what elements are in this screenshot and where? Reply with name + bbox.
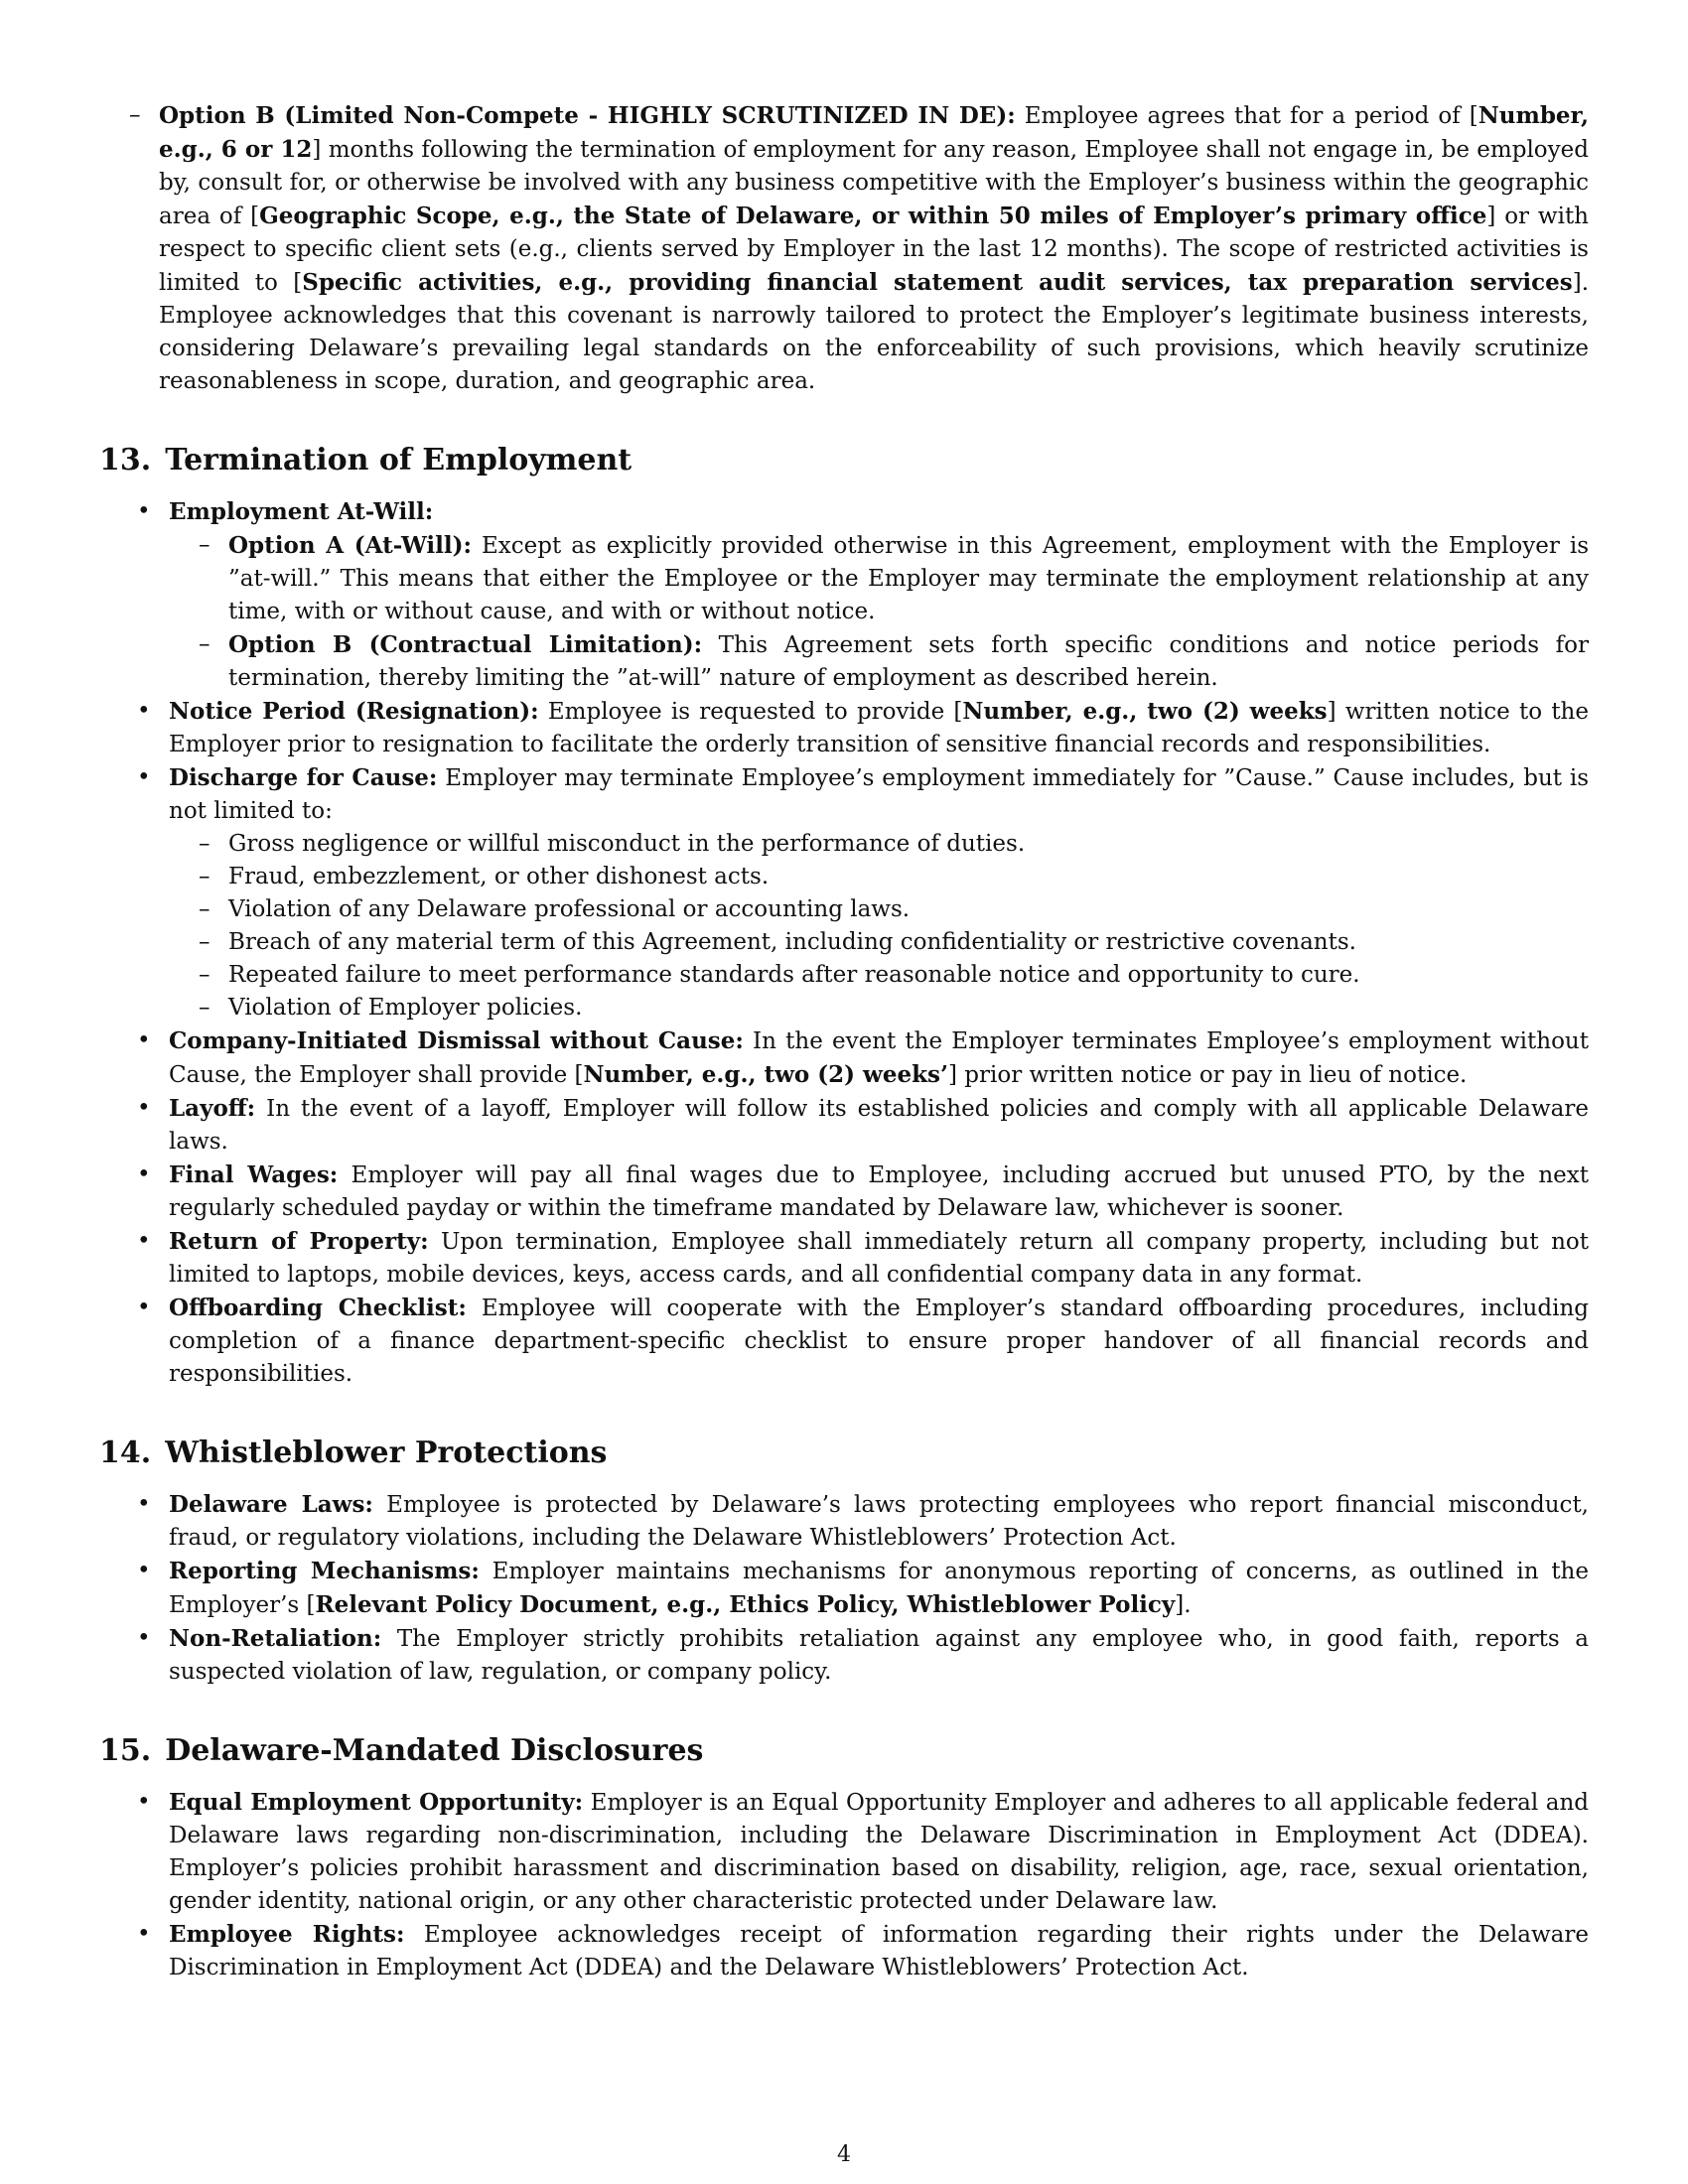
item-label: Notice Period (Resignation): — [169, 698, 539, 725]
list-item-at-will — [99, 495, 1589, 695]
cause-item: – Repeated failure to meet performance standards after reasonable notice and opportunity to cure. — [169, 959, 1589, 992]
cause-item: – Gross negligence or willful misconduct in the performance of duties. — [169, 828, 1589, 861]
item-label: Reporting Mechanisms: — [169, 1558, 480, 1584]
item-label: Discharge for Cause: — [169, 764, 438, 791]
noncompete-option-list — [99, 99, 1589, 398]
item-label: Equal Employment Opportunity: — [169, 1789, 584, 1816]
section-number: 15. — [99, 1733, 152, 1768]
placeholder-field: Geographic Scope, e.g., the State of Delaware, or within 50 miles of Employer’s primary office — [259, 203, 1487, 229]
cause-item: – Breach of any material term of this Agreement, including confidentiality or restrictive covenants. — [169, 926, 1589, 959]
whistleblower-list — [99, 1488, 1589, 1689]
section-title: Delaware-Mandated Disclosures — [165, 1733, 704, 1768]
page-number: 4 — [837, 2142, 851, 2167]
item-label: Offboarding Checklist: — [169, 1295, 467, 1321]
cause-list — [169, 828, 1589, 1024]
option-a: – Option A (At-Will): Except as explicitly provided otherwise in this Agreement, employment with the Employer is ”at-will.” This means that either the Employee or the Employer may terminate the employment relationship at any time, with or without cause, and with or without notice. — [169, 529, 1589, 628]
list-item-reporting-mechanisms: • Reporting Mechanisms: Employer maintains mechanisms for anonymous reporting of concerns, as outlined in the Employer’s [Relevant Policy Document, e.g., Ethics Policy, Whistleblower Policy]. — [99, 1555, 1589, 1622]
list-item-final-wages: • Final Wages: Employer will pay all final wages due to Employee, including accrued but unused PTO, by the next regularly scheduled payday or within the timeframe mandated by Delaware law, whichever is sooner. — [99, 1159, 1589, 1225]
section-heading-14 — [99, 1434, 1589, 1472]
section-number: 13. — [99, 443, 152, 478]
section-title: Termination of Employment — [165, 443, 633, 478]
termination-list — [99, 495, 1589, 1391]
list-item-layoff: • Layoff: In the event of a layoff, Employer will follow its established policies and comply with all applicable Delaware laws. — [99, 1092, 1589, 1159]
section-heading-13 — [99, 442, 1589, 479]
list-item-discharge-for-cause: • Discharge for Cause: Employer may terminate Employee’s employment immediately for ”Cause.” Cause includes, but is not limited to: – Gross negligence or willful misconduct in the performance of duties. – Fraud, embezzlement, or other dishonest acts. – Violation of any Delaware professional or accounting laws. – Breach of any material term of this Agreement, including confidentiality or restrictive covenants. – Repeated failure to meet performance standards after reasonable notice and opportunity to cure. – Violation of Employer policies. — [99, 761, 1589, 1024]
section-heading-15 — [99, 1732, 1589, 1770]
list-item-offboarding-checklist: • Offboarding Checklist: Employee will cooperate with the Employer’s standard offboarding procedures, including completion of a finance department-specific checklist to ensure proper handover of all financial records and responsibilities. — [99, 1292, 1589, 1391]
option-label: Option B (Limited Non-Compete - HIGHLY SCRUTINIZED IN DE): — [159, 102, 1016, 129]
list-item-notice-period: • Notice Period (Resignation): Employee is requested to provide [Number, e.g., two (2) weeks] written notice to the Employer prior to resignation to facilitate the orderly transition of sensitive financial records and responsibilities. — [99, 695, 1589, 761]
list-item-return-of-property: • Return of Property: Upon termination, Employee shall immediately return all company property, including but not limited to laptops, mobile devices, keys, access cards, and all confidential company data in any format. — [99, 1225, 1589, 1292]
item-label: Employee Rights: — [169, 1921, 405, 1948]
item-label: Non-Retaliation: — [169, 1625, 382, 1652]
item-label: Delaware Laws: — [169, 1491, 373, 1518]
disclosures-list — [99, 1786, 1589, 1984]
item-label: Return of Property: — [169, 1228, 429, 1255]
item-label: Layoff: — [169, 1095, 256, 1122]
at-will-options — [169, 529, 1589, 695]
item-label: Final Wages: — [169, 1161, 339, 1188]
list-item-equal-employment: • Equal Employment Opportunity: Employer is an Equal Opportunity Employer and adheres to all applicable federal and Delaware laws regarding non-discrimination, including the Delaware Discrimination in Employment Act (DDEA). Employer’s policies prohibit harassment and discrimination based on disability, religion, age, race, sexual orientation, gender identity, national origin, or any other characteristic protected under Delaware law. — [99, 1786, 1589, 1918]
page-content — [99, 99, 1589, 1984]
cause-item: – Fraud, embezzlement, or other dishonest acts. — [169, 861, 1589, 893]
placeholder-field: Number, e.g., 6 or 12 — [159, 102, 1589, 163]
option-label: Option B (Contractual Limitation): — [228, 631, 703, 658]
list-item-delaware-laws: • Delaware Laws: Employee is protected by Delaware’s laws protecting employees who report financial misconduct, fraud, or regulatory violations, including the Delaware Whistleblowers’ Protection Act. — [99, 1488, 1589, 1555]
placeholder-field: Number, e.g., two (2) weeks’ — [583, 1061, 948, 1088]
section-number: 14. — [99, 1435, 152, 1470]
item-label: Employment At-Will: — [169, 498, 434, 525]
placeholder-field: Relevant Policy Document, e.g., Ethics Policy, Whistleblower Policy — [315, 1591, 1176, 1618]
list-item-non-retaliation: • Non-Retaliation: The Employer strictly prohibits retaliation against any employee who, in good faith, reports a suspected violation of law, regulation, or company policy. — [99, 1622, 1589, 1689]
placeholder-field: Specific activities, e.g., providing financial statement audit services, tax preparation services — [302, 269, 1573, 296]
section-title: Whistleblower Protections — [165, 1435, 608, 1470]
option-b: – Option B (Contractual Limitation): This Agreement sets forth specific conditions and notice periods for termination, thereby limiting the ”at-will” nature of employment as described herein. — [169, 628, 1589, 695]
cause-item: – Violation of any Delaware professional or accounting laws. — [169, 893, 1589, 926]
item-label: Company-Initiated Dismissal without Cause: — [169, 1027, 744, 1054]
cause-item: – Violation of Employer policies. — [169, 992, 1589, 1024]
list-item-employee-rights: • Employee Rights: Employee acknowledges receipt of information regarding their rights under the Delaware Discrimination in Employment Act (DDEA) and the Delaware Whistleblowers’ Protection Act. — [99, 1918, 1589, 1984]
list-item-dismissal-without-cause: • Company-Initiated Dismissal without Cause: In the event the Employer terminates Employee’s employment without Cause, the Employer shall provide [Number, e.g., two (2) weeks’] prior written notice or pay in lieu of notice. — [99, 1024, 1589, 1092]
placeholder-field: Number, e.g., two (2) weeks — [962, 698, 1328, 725]
option-label: Option A (At-Will): — [228, 532, 473, 559]
noncompete-option-b: – Option B (Limited Non-Compete - HIGHLY SCRUTINIZED IN DE): Employee agrees that for a period of [Number, e.g., 6 or 12] months following the termination of employment for any reason, Employee shall not engage in, be employed by, consult for, or otherwise be involved with any business competitive with the Employer’s business within the geographic area of [Geographic Scope, e.g., the State of Delaware, or within 50 miles of Employer’s primary office] or with respect to specific client sets (e.g., clients served by Employer in the last 12 months). The scope of restricted activities is limited to [Specific activities, e.g., providing financial statement audit services, tax preparation services]. Employee acknowledges that this covenant is narrowly tailored to protect the Employer’s legitimate business interests, considering Delaware’s prevailing legal standards on the enforceability of such provisions, which heavily scrutinize reasonableness in scope, duration, and geographic area. — [99, 99, 1589, 398]
